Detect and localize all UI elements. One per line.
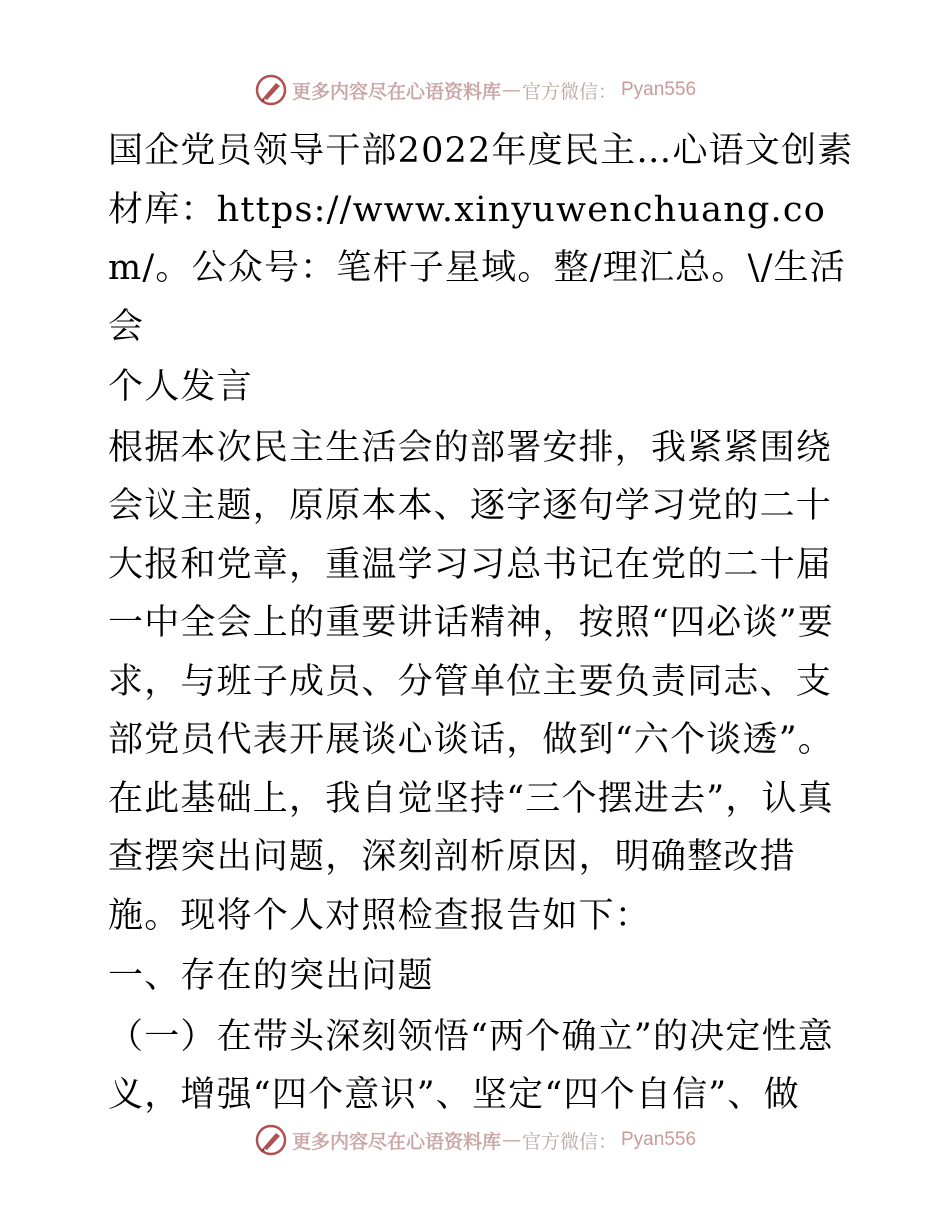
document-body [98,122,858,1125]
pen-logo-icon [254,1123,288,1157]
intro-paragraph: 根据本次民主生活会的部署安排，我紧紧围绕会议主题，原原本本、逐字逐句学习党的二十大报和党章，重温学习习总书记在党的二十届一中全会上的重要讲话精神，按照“四必谈”要求，与班子成员、分管单位主要负责同志、支部党员代表开展谈心谈话，做到“六个谈透”。在此基础上，我自觉坚持“三个摆进去”，认真查摆突出问题，深刻剖析原因，明确整改措施。现将个人对照检查报告如下： [108,427,834,936]
watermark-sub-text: 官方微信： [521,1130,617,1153]
watermark-footer [0,1120,950,1160]
pen-logo-icon [254,73,288,107]
watermark-dash: — [501,1129,521,1151]
watermark-header [0,70,950,110]
watermark-id: Pyan556 [621,1129,697,1150]
watermark-main-text: 更多内容尽在心语资料库 [291,80,501,103]
subsection-paragraph: （一）在带头深刻领悟“两个确立”的决定性意义，增强“四个意识”、坚定“四个自信”、做 [108,1016,834,1115]
watermark-dash: — [501,79,521,101]
section-heading: 一、存在的突出问题 [108,956,434,996]
document-title: 国企党员领导干部2022年度民主…心语文创素材库：https://www.xinyuwenchuang.com/。公众号：笔杆子星域。整/理汇总。\/生活会 [108,131,854,347]
watermark-id: Pyan556 [621,79,697,100]
document-subtitle: 个人发言 [108,367,253,407]
watermark-main-text: 更多内容尽在心语资料库 [291,1130,501,1153]
watermark-sub-text: 官方微信： [521,80,617,103]
